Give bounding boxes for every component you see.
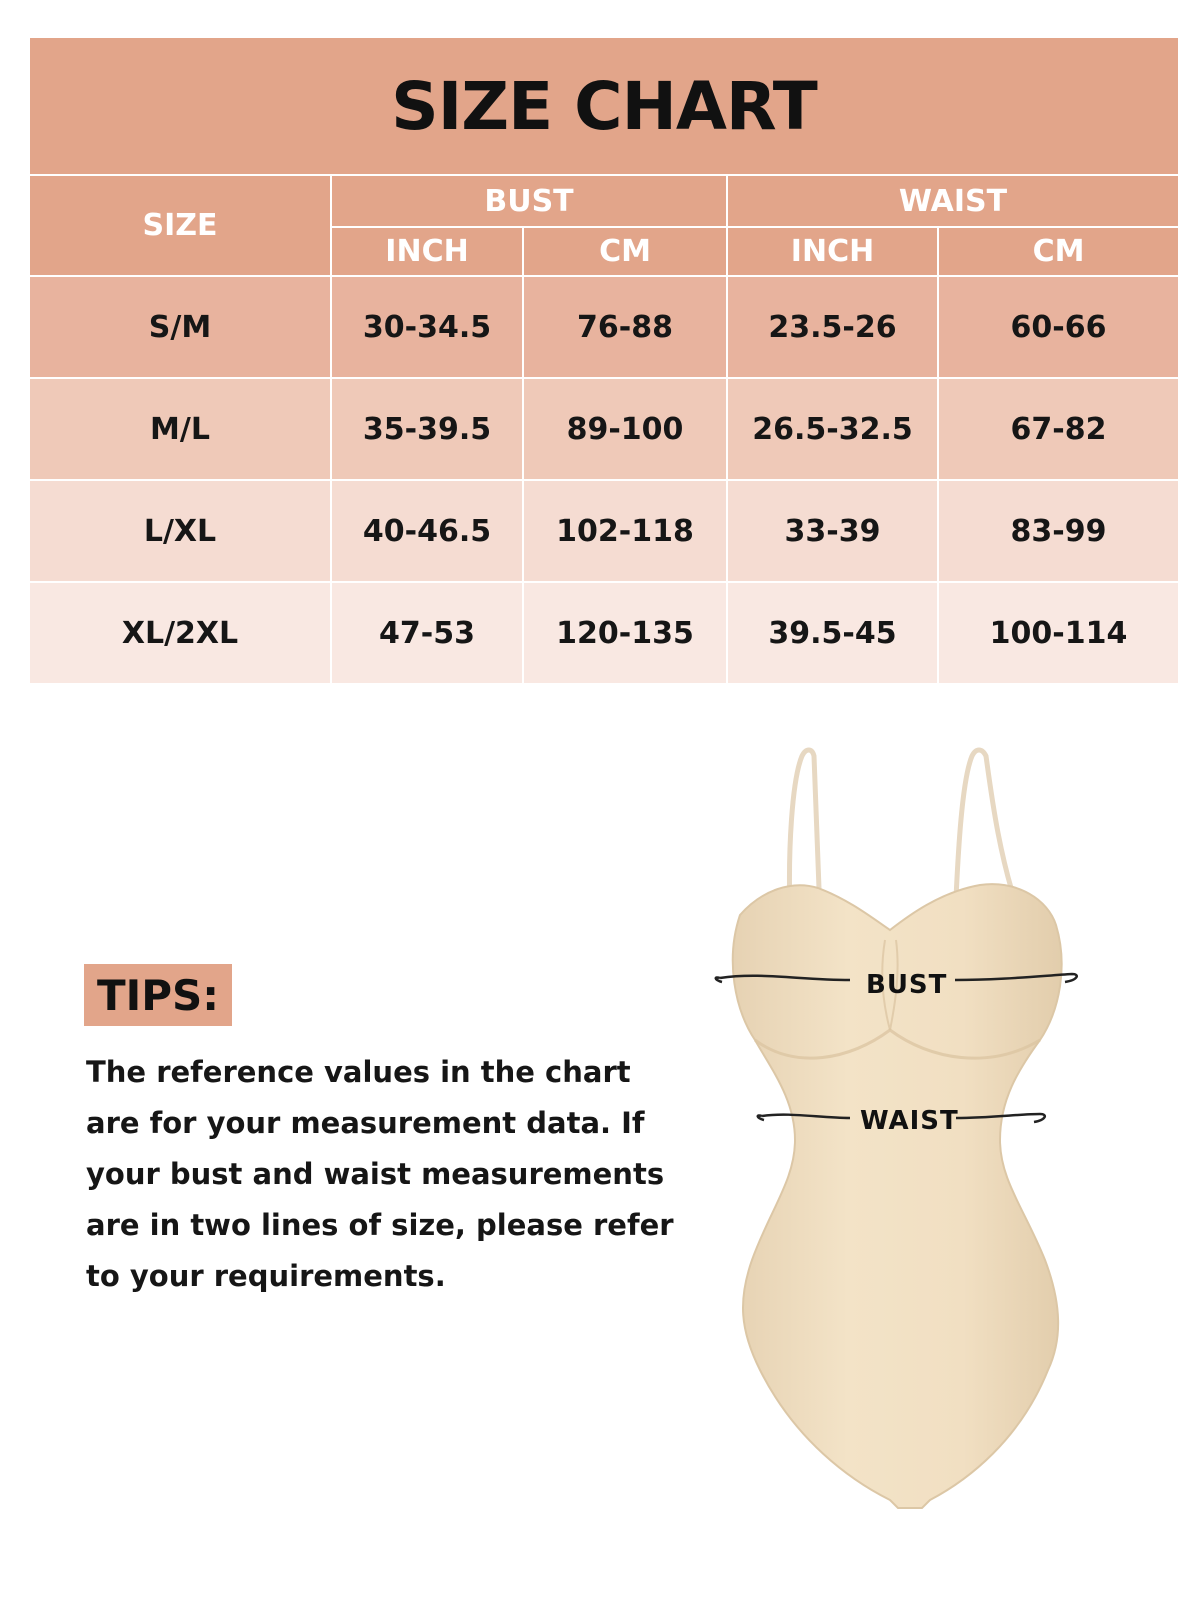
value-cell: 23.5-26 — [728, 277, 937, 377]
unit-header: INCH — [728, 228, 937, 275]
unit-header: INCH — [332, 228, 522, 275]
size-cell: S/M — [30, 277, 330, 377]
bodysuit-illustration — [700, 740, 1120, 1560]
value-cell: 60-66 — [939, 277, 1178, 377]
bodysuit-figure — [700, 740, 1120, 1560]
value-cell: 26.5-32.5 — [728, 379, 937, 479]
value-cell: 39.5-45 — [728, 583, 937, 683]
value-cell: 100-114 — [939, 583, 1178, 683]
group-header-bust: BUST — [332, 176, 726, 226]
size-cell: XL/2XL — [30, 583, 330, 683]
value-cell: 67-82 — [939, 379, 1178, 479]
unit-header: CM — [524, 228, 726, 275]
size-header: SIZE — [30, 176, 330, 275]
value-cell: 33-39 — [728, 481, 937, 581]
value-cell: 83-99 — [939, 481, 1178, 581]
value-cell: 30-34.5 — [332, 277, 522, 377]
size-cell: M/L — [30, 379, 330, 479]
chart-title: SIZE CHART — [30, 38, 1178, 174]
tips-text: The reference values in the chart are for your measurement data. If your bust and waist measurements are in two lines of size, please refer to your requirements. — [86, 1055, 674, 1293]
value-cell: 47-53 — [332, 583, 522, 683]
value-cell: 35-39.5 — [332, 379, 522, 479]
tips-label: TIPS: — [84, 964, 232, 1026]
waist-label: WAIST — [860, 1106, 959, 1136]
group-header-waist: WAIST — [728, 176, 1178, 226]
value-cell: 40-46.5 — [332, 481, 522, 581]
bust-label: BUST — [866, 970, 948, 1000]
value-cell: 102-118 — [524, 481, 726, 581]
size-chart-table — [30, 38, 1178, 703]
value-cell: 89-100 — [524, 379, 726, 479]
value-cell: 120-135 — [524, 583, 726, 683]
size-cell: L/XL — [30, 481, 330, 581]
unit-header: CM — [939, 228, 1178, 275]
value-cell: 76-88 — [524, 277, 726, 377]
